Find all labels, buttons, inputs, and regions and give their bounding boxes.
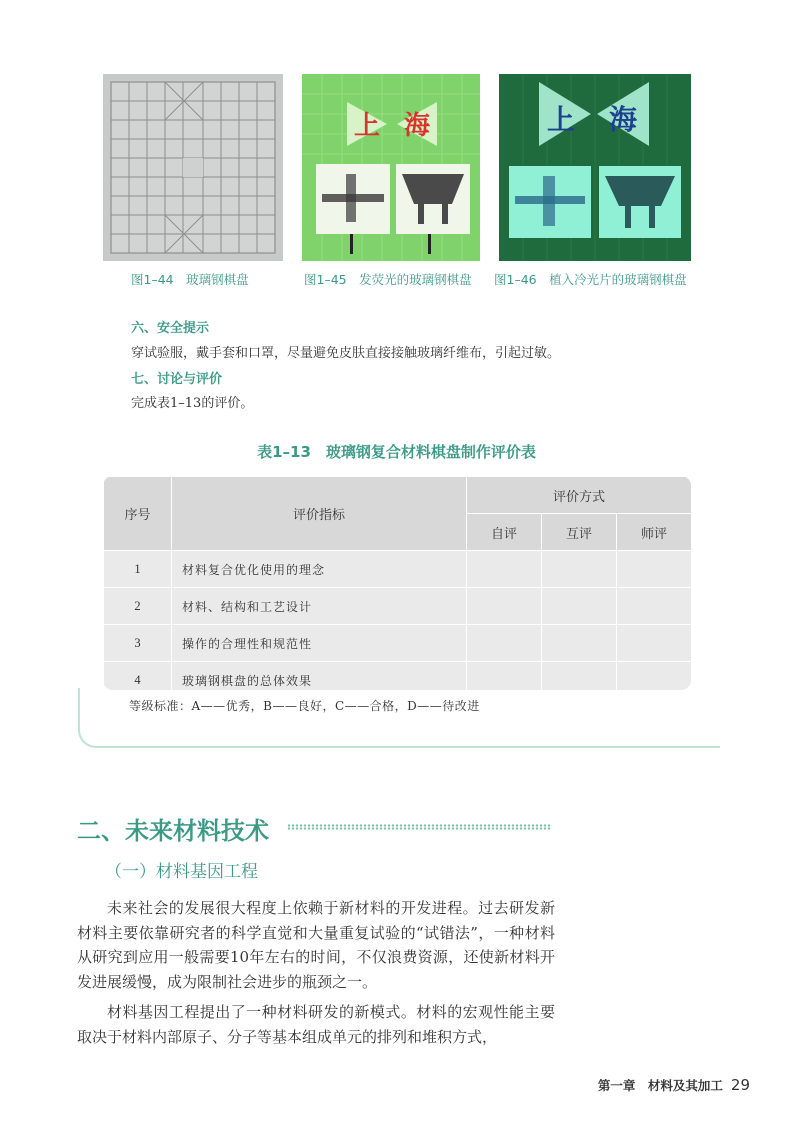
svg-text:海: 海 (404, 111, 431, 141)
peer-score-cell[interactable] (542, 662, 617, 691)
table-row (104, 625, 692, 662)
discussion-text: 完成表1–13的评价。 (131, 396, 254, 411)
figure-1-44-caption: 图1–44 玻璃钢棋盘 (131, 272, 249, 287)
self-score-cell[interactable] (467, 551, 542, 588)
peer-score-cell[interactable] (542, 588, 617, 625)
table-row (104, 588, 692, 625)
discussion-heading: 七、讨论与评价 (131, 372, 223, 387)
peer-score-cell[interactable] (542, 625, 617, 662)
row-no: 2 (104, 588, 172, 625)
table-row (104, 551, 692, 588)
peer-score-cell[interactable] (542, 551, 617, 588)
footer-chapter: 第一章 材料及其加工 (597, 1078, 723, 1093)
header-method: 评价方式 (467, 477, 692, 514)
header-indicator: 评价指标 (172, 477, 467, 551)
figure-1-45-caption: 图1–45 发荧光的玻璃钢棋盘 (304, 272, 472, 287)
svg-text:上: 上 (547, 103, 576, 136)
evaluation-table (103, 476, 691, 690)
row-indicator: 材料、结构和工艺设计 (172, 588, 467, 625)
teacher-score-cell[interactable] (617, 551, 692, 588)
heading-dotted-rule (287, 824, 552, 830)
subsection-heading: （一）材料基因工程 (105, 862, 258, 882)
svg-text:海: 海 (609, 103, 638, 136)
svg-text:上: 上 (354, 111, 381, 141)
self-score-cell[interactable] (467, 625, 542, 662)
section-heading: 二、未来材料技术 (77, 817, 269, 845)
activity-frame-border (78, 688, 720, 748)
teacher-score-cell[interactable] (617, 588, 692, 625)
row-no: 3 (104, 625, 172, 662)
header-teacher: 师评 (617, 514, 692, 551)
self-score-cell[interactable] (467, 662, 542, 691)
figure-1-45-image (302, 74, 480, 261)
row-indicator: 玻璃钢棋盘的总体效果 (172, 662, 467, 691)
figure-1-46-caption: 图1–46 植入冷光片的玻璃钢棋盘 (494, 272, 687, 287)
header-peer: 互评 (542, 514, 617, 551)
paragraph-1: 未来社会的发展很大程度上依赖于新材料的开发进程。过去研发新材料主要依靠研究者的科学直觉和大量重复试验的“试错法”，一种材料从研究到应用一般需要10年左右的时间，不仅浪费资源，还使新材料开发进展缓慢，成为限制社会进步的瓶颈之一。 (77, 899, 555, 991)
header-no: 序号 (104, 477, 172, 551)
teacher-score-cell[interactable] (617, 625, 692, 662)
row-indicator: 材料复合优化使用的理念 (172, 551, 467, 588)
figure-1-46-image (499, 74, 691, 261)
safety-heading: 六、安全提示 (131, 321, 210, 336)
header-self: 自评 (467, 514, 542, 551)
row-indicator: 操作的合理性和规范性 (172, 625, 467, 662)
row-no: 4 (104, 662, 172, 691)
teacher-score-cell[interactable] (617, 662, 692, 691)
safety-text: 穿试验服，戴手套和口罩，尽量避免皮肤直接接触玻璃纤维布，引起过敏。 (131, 346, 561, 361)
figure-1-44-image (103, 74, 283, 261)
self-score-cell[interactable] (467, 588, 542, 625)
row-no: 1 (104, 551, 172, 588)
page-number: 29 (730, 1076, 750, 1094)
grade-standard-note: 等级标准：A——优秀，B——良好，C——合格，D——待改进 (129, 699, 480, 713)
table-title: 表1–13 玻璃钢复合材料棋盘制作评价表 (257, 443, 536, 461)
paragraph-2: 材料基因工程提出了一种材料研发的新模式。材料的宏观性能主要取决于材料内部原子、分子等基本组成单元的排列和堆积方式， (77, 1003, 555, 1046)
page-footer (598, 1076, 750, 1094)
table-row (104, 662, 692, 691)
